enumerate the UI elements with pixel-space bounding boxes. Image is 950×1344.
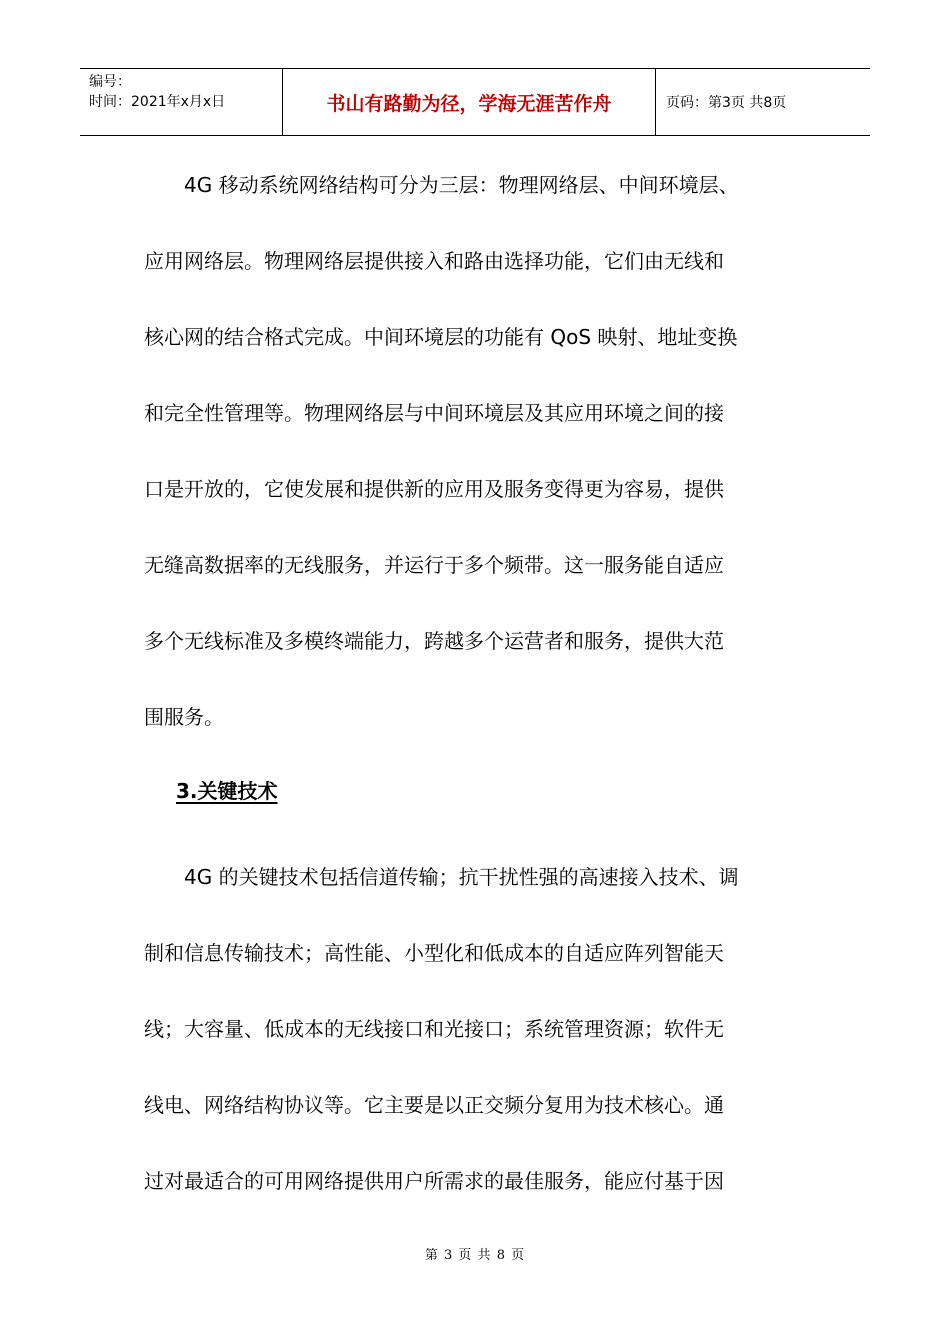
number-label: 编号： bbox=[89, 74, 131, 90]
date-value: 2021年x月x日 bbox=[131, 94, 226, 110]
paragraph-line: 无缝高数据率的无线服务，并运行于多个频带。这一服务能自适应 bbox=[144, 553, 724, 577]
section-heading: 3.关键技术 bbox=[176, 779, 278, 803]
paragraph-line: 4G 移动系统网络结构可分为三层：物理网络层、中间环境层、 bbox=[184, 173, 739, 197]
header-page-cell bbox=[656, 69, 870, 135]
paragraph-line: 和完全性管理等。物理网络层与中间环境层及其应用环境之间的接 bbox=[144, 401, 724, 425]
paragraph-line: 制和信息传输技术；高性能、小型化和低成本的自适应阵列智能天 bbox=[144, 941, 724, 965]
paragraph-line: 过对最适合的可用网络提供用户所需求的最佳服务，能应付基于因 bbox=[144, 1169, 724, 1193]
time-label: 时间： bbox=[89, 94, 131, 110]
paragraph-network-structure bbox=[144, 147, 804, 755]
paragraph-line: 4G 的关键技术包括信道传输；抗干扰性强的高速接入技术、调 bbox=[184, 865, 739, 889]
paragraph-line: 多个无线标准及多模终端能力，跨越多个运营者和服务，提供大范 bbox=[144, 629, 724, 653]
header-motto: 书山有路勤为径，学海无涯苦作舟 bbox=[282, 69, 656, 135]
page-info: 第3页 共8页 bbox=[708, 95, 787, 111]
paragraph-line: 围服务。 bbox=[144, 705, 224, 729]
page-footer: 第 3 页 共 8 页 bbox=[424, 1248, 526, 1263]
header-meta-cell bbox=[80, 69, 282, 135]
paragraph-line: 口是开放的，它使发展和提供新的应用及服务变得更为容易，提供 bbox=[144, 477, 724, 501]
paragraph-line: 应用网络层。物理网络层提供接入和路由选择功能，它们由无线和 bbox=[144, 249, 724, 273]
paragraph-line: 核心网的结合格式完成。中间环境层的功能有 QoS 映射、地址变换 bbox=[144, 325, 738, 349]
paragraph-line: 线电、网络结构协议等。它主要是以正交频分复用为技术核心。通 bbox=[144, 1093, 724, 1117]
paragraph-key-technologies bbox=[144, 839, 804, 1219]
paragraph-line: 线；大容量、低成本的无线接口和光接口；系统管理资源；软件无 bbox=[144, 1017, 724, 1041]
page-label: 页码： bbox=[666, 95, 708, 111]
document-header bbox=[80, 68, 870, 136]
